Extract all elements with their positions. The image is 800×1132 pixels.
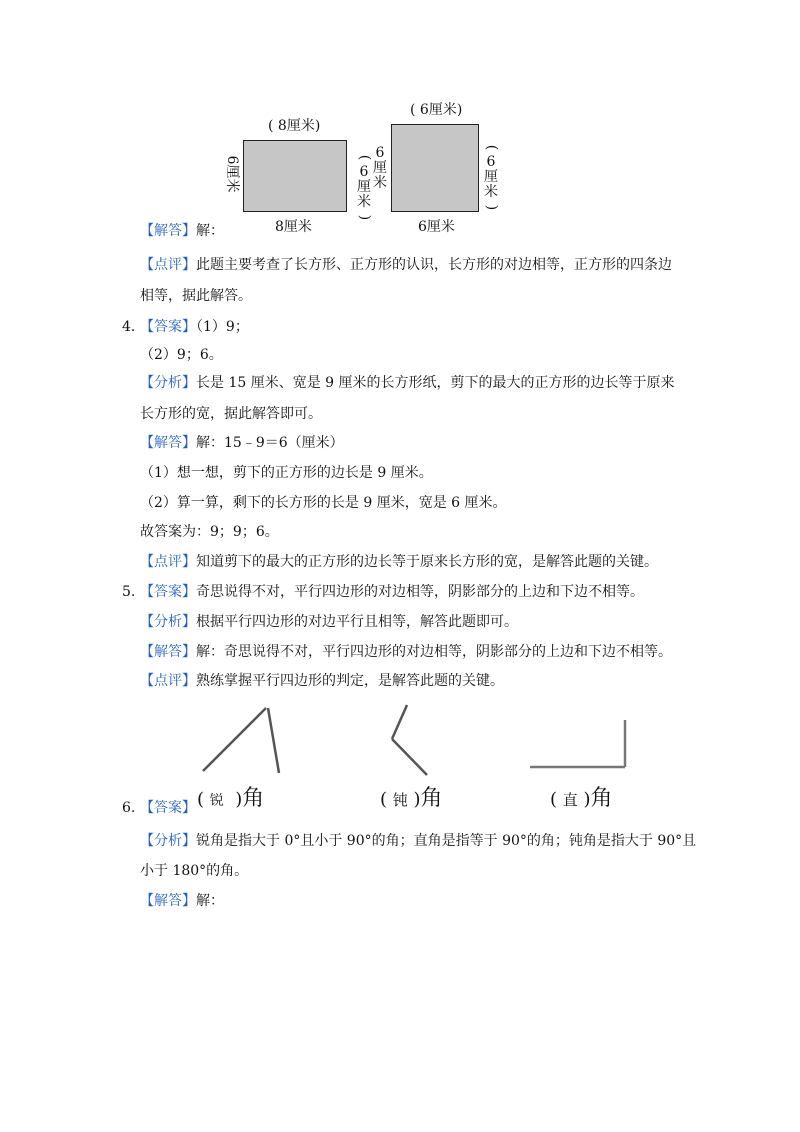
q4-analysis: 【分析】长是 15 厘米、宽是 9 厘米的长方形纸，剪下的最大的正方形的边长等于原来	[140, 375, 675, 391]
acute-angle-label: ( 锐 )角	[197, 786, 265, 811]
q4-analysis-cont: 长方形的宽，据此解答即可。	[140, 406, 322, 422]
angle-figures	[0, 700, 800, 790]
q6-analysis-cont: 小于 180°的角。	[140, 863, 249, 879]
q5-solution: 【解答】解：奇思说得不对，平行四边形的对边相等，阴影部分的上边和下边不相等。	[140, 644, 672, 660]
q4-solution-4: 故答案为：9；9；6。	[140, 524, 279, 540]
right-angle-label: ( 直 )角	[550, 786, 613, 811]
q4-number: 4.	[122, 319, 136, 335]
q6-number: 6.	[122, 800, 136, 816]
rect2-bottom-label: 6厘米	[418, 219, 455, 235]
q3-comment-cont: 相等，据此解答。	[140, 288, 252, 304]
q5-analysis: 【分析】根据平行四边形的对边平行且相等，解答此题即可。	[140, 614, 518, 630]
obtuse-angle-shape	[392, 705, 427, 775]
q5-answer: 【答案】奇思说得不对，平行四边形的对边相等，阴影部分的上边和下边不相等。	[140, 584, 644, 600]
rect1-left-label: 6厘米	[224, 155, 240, 193]
q5-comment: 【点评】熟练掌握平行四边形的判定，是解答此题的关键。	[140, 673, 504, 689]
rect1-bottom-label: 8厘米	[275, 219, 312, 235]
rectangle-shape	[243, 140, 347, 212]
right-angle-shape	[530, 720, 625, 767]
solution-tag: 【解答】	[140, 223, 196, 239]
q4-comment: 【点评】知道剪下的最大的正方形的边长等于原来长方形的宽，是解答此题的关键。	[140, 554, 658, 570]
q4-solution-3: （2）算一算，剩下的长方形的长是 9 厘米，宽是 6 厘米。	[140, 495, 507, 511]
rect2-left-label: 6 厘 米	[373, 145, 387, 191]
q4-answer: 【答案】（1）9；	[140, 319, 249, 335]
obtuse-angle-label: ( 钝 )角	[380, 786, 443, 811]
rect1-top-label: ( 8厘米)	[268, 118, 321, 134]
rect2-top-label: ( 6厘米)	[410, 102, 463, 118]
q6-answer-tag: 【答案】	[140, 800, 196, 816]
q4-answer-2: （2）9；6。	[140, 347, 223, 363]
q6-solution: 【解答】解：	[140, 893, 224, 909]
rect1-right-label: ( 6 厘 米 )	[356, 154, 373, 221]
q3-solution: 【解答】解：	[140, 223, 224, 239]
q4-solution-2: （1）想一想，剪下的正方形的边长是 9 厘米。	[140, 465, 433, 481]
comment-tag: 【点评】	[140, 257, 196, 273]
square-shape	[391, 124, 479, 212]
rect2-right-label: ( 6 厘 米 )	[483, 144, 500, 211]
q3-comment: 【点评】此题主要考查了长方形、正方形的认识，长方形的对边相等，正方形的四条边	[140, 257, 672, 273]
q4-solution: 【解答】解：15﹣9＝6（厘米）	[140, 435, 344, 451]
q6-analysis: 【分析】锐角是指大于 0°且小于 90°的角；直角是指等于 90°的角；钝角是指大于 90°且	[140, 833, 697, 849]
acute-angle-shape	[203, 708, 279, 773]
q5-number: 5.	[122, 584, 136, 600]
